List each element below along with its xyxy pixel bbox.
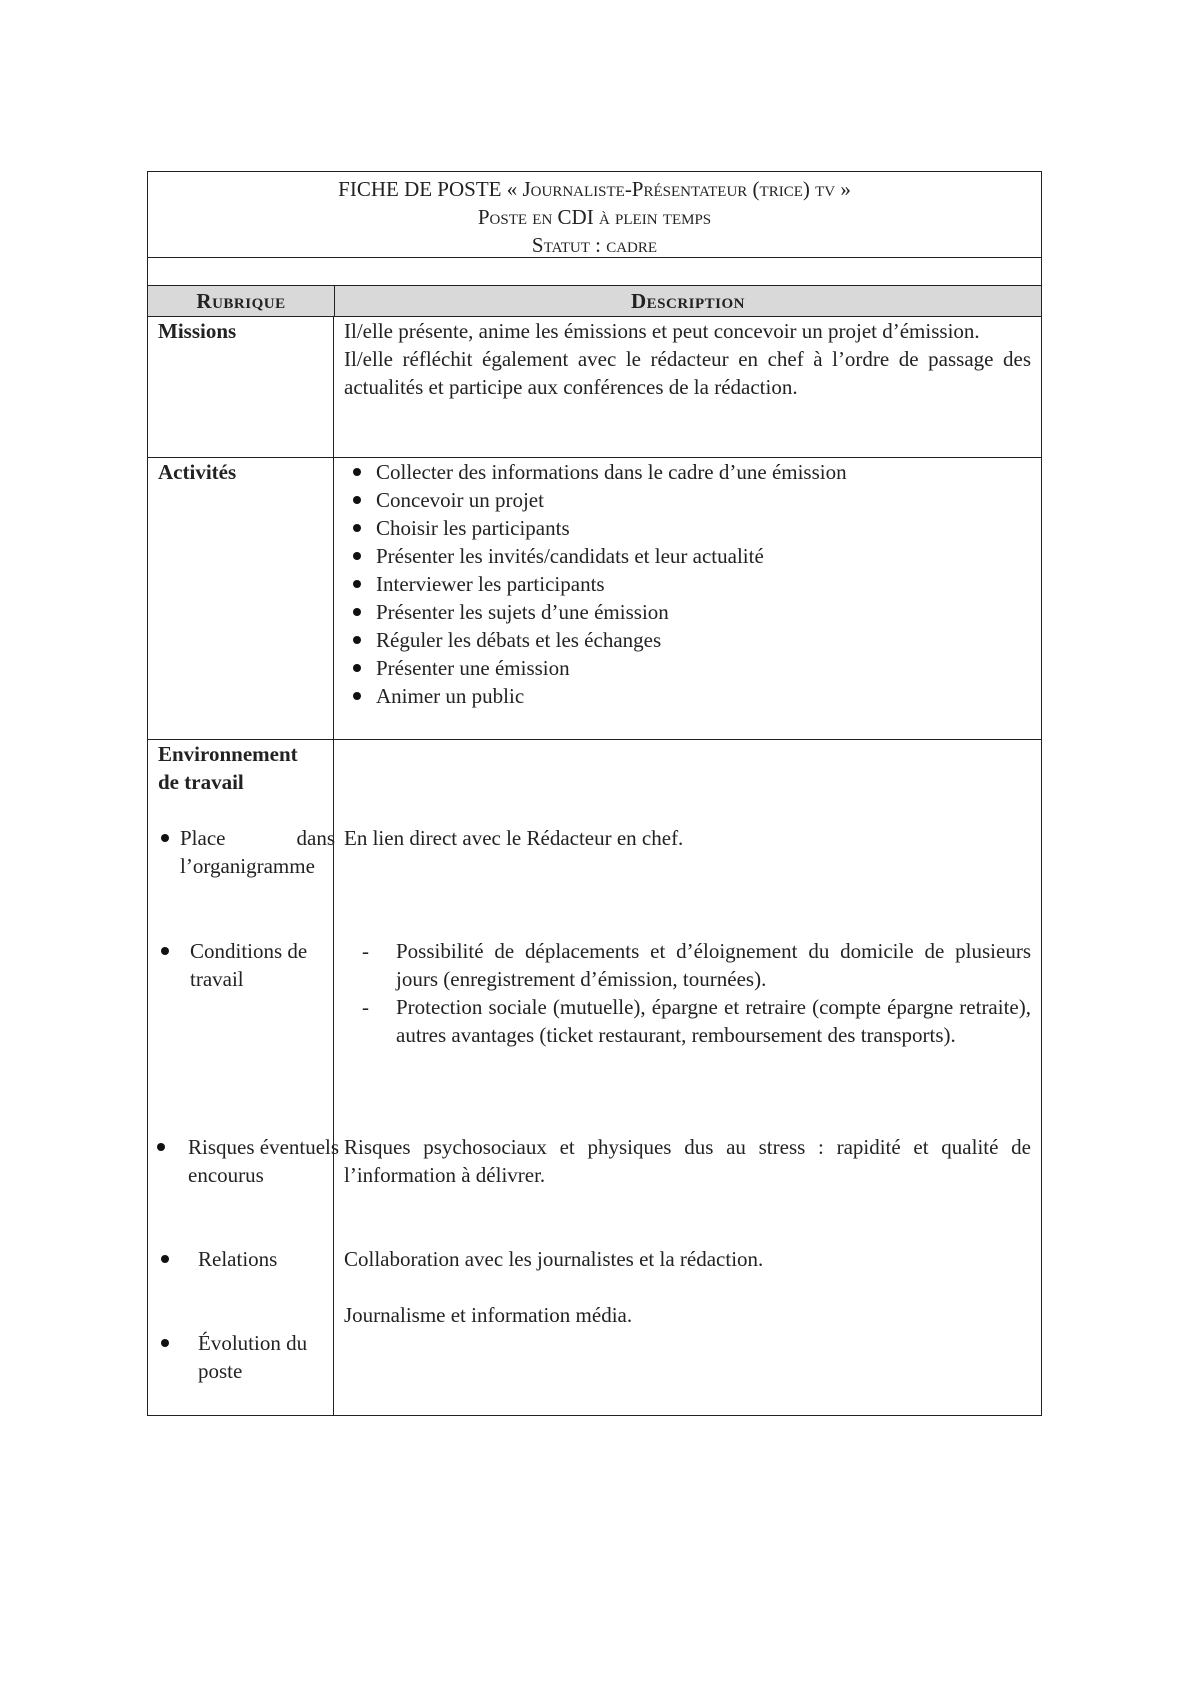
document-title: FICHE DE POSTE « Journaliste-Présentateur (trice) tv » <box>338 177 851 201</box>
header-description: Description <box>630 289 746 313</box>
document-title-block <box>148 172 1041 258</box>
list-item: - Possibilité de déplacements et d’éloignement du domicile de plusieurs jours (enregistrement d’émission, tournées). <box>396 937 1031 993</box>
status-line: Statut : cadre <box>531 233 658 257</box>
risques-text: Risques psychosociaux et physiques dus au stress : rapidité et qualité de l’information à délivrer. <box>344 1135 1031 1187</box>
relations-text: Collaboration avec les journalistes et la rédaction. <box>344 1247 764 1271</box>
evolution-text: Journalisme et information média. <box>344 1303 633 1327</box>
table-header-row <box>148 286 1041 317</box>
list-item: Animer un public <box>344 682 1031 710</box>
activites-label: Activités <box>158 460 237 484</box>
table-row-activites <box>148 458 1041 740</box>
contract-type: Poste en CDI à plein temps <box>477 205 712 229</box>
list-item: Choisir les participants <box>344 514 1031 542</box>
list-item: Collecter des informations dans le cadre d’une émission <box>344 458 1031 486</box>
list-item: Concevoir un projet <box>344 486 1031 514</box>
empty-row <box>148 258 1041 286</box>
list-item: Présenter les invités/candidats et leur actualité <box>344 542 1031 570</box>
list-item: Interviewer les participants <box>344 570 1031 598</box>
place-text: En lien direct avec le Rédacteur en chef. <box>344 826 684 850</box>
evolution-label: Évolution du poste <box>158 1329 353 1385</box>
place-label: Place dans l’organigramme <box>158 824 335 880</box>
table-row-missions <box>148 317 1041 458</box>
header-rubrique: Rubrique <box>148 286 335 316</box>
missions-paragraph-2: Il/elle réfléchit également avec le rédacteur en chef à l’ordre de passage des actualités et participe aux conférences de la rédaction. <box>344 347 1031 399</box>
risques-label: Risques éventuels encourus <box>154 1133 343 1189</box>
table-row-environnement <box>148 740 1041 1415</box>
list-item: - Protection sociale (mutuelle), épargne et retraire (compte épargne retraite), autres avantages (ticket restaurant, remboursement des transports). <box>396 993 1031 1049</box>
activites-list <box>344 458 1031 710</box>
conditions-label: Conditions de travail <box>158 937 345 993</box>
list-item: Réguler les débats et les échanges <box>344 626 1031 654</box>
environnement-label: Environnement de travail <box>158 742 298 794</box>
list-item: Présenter les sujets d’une émission <box>344 598 1031 626</box>
list-item: Présenter une émission <box>344 654 1031 682</box>
conditions-list <box>344 937 1031 1049</box>
job-description-table <box>147 171 1042 1416</box>
missions-label: Missions <box>158 319 237 343</box>
relations-label: Relations <box>158 1245 353 1273</box>
missions-paragraph-1: Il/elle présente, anime les émissions et peut concevoir un projet d’émission. <box>344 319 980 343</box>
